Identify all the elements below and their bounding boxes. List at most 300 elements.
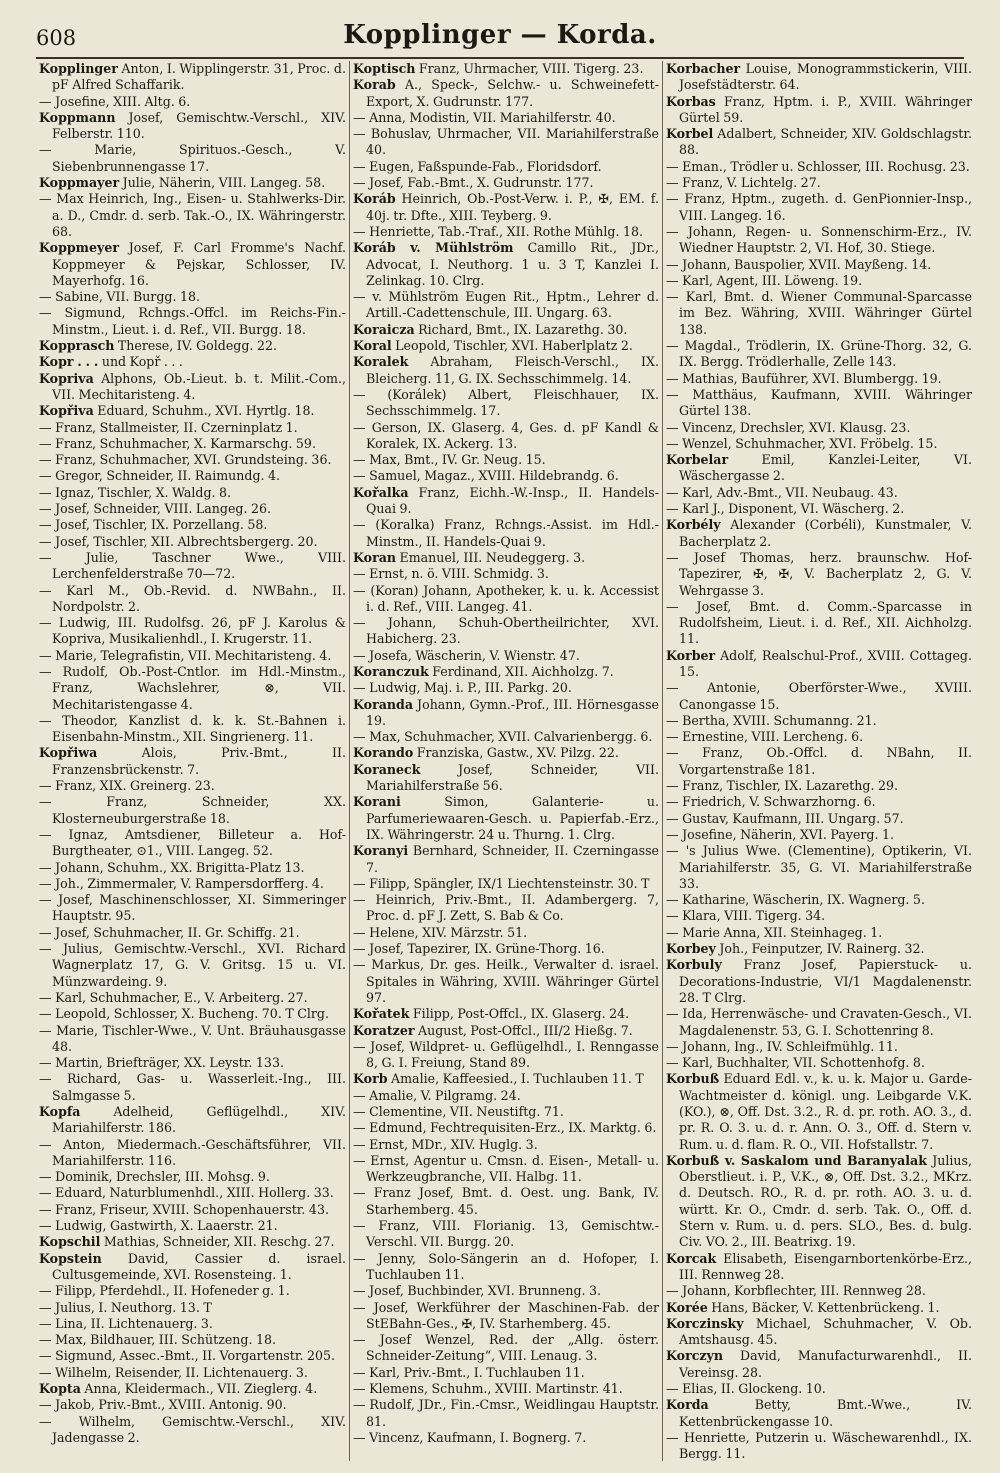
entry-details: — Josef, Werkführer der Maschinen-Fab. der StEBahn-Ges., ✠, IV. Starhemberg. 45. <box>353 1299 659 1331</box>
entry-details: — Henriette, Tab.-Traf., XII. Rothe Mühlg. 18. <box>353 223 644 239</box>
entry-details: — Gregor, Schneider, II. Raimundg. 4. <box>39 468 281 484</box>
entry-details: — Bertha, XVIII. Schumanng. 21. <box>666 712 877 728</box>
entry-surname: Koppmayer <box>39 175 120 191</box>
directory-entry <box>666 191 972 224</box>
entry-surname: Koptisch <box>353 61 416 76</box>
entry-surname: Koráb <box>353 191 396 207</box>
directory-entry <box>39 452 346 468</box>
directory-entry <box>39 1104 346 1137</box>
directory-entry <box>353 420 659 453</box>
entry-details: Adelheid, Geflügelhdl., XIV. Mariahilferstr. 186. <box>52 1104 346 1136</box>
directory-entry <box>353 1283 659 1299</box>
directory-entry <box>39 1202 346 1218</box>
entry-details: — Ludwig, III. Rudolfsg. 26, pF J. Karolus & Kopriva, Musikalienhdl., I. Krugerstr. 11. <box>39 615 346 647</box>
directory-entry <box>353 1381 659 1397</box>
directory-entry <box>666 599 972 648</box>
directory-entry <box>666 729 972 745</box>
directory-entry <box>39 240 346 289</box>
entry-details: Amalie, Kaffeesied., I. Tuchlauben 11. T <box>387 1071 644 1087</box>
directory-entry <box>39 1300 346 1316</box>
directory-entry <box>666 778 972 794</box>
directory-entry <box>39 713 346 746</box>
directory-entry <box>39 371 346 404</box>
entry-details: Eduard, Schuhm., XVI. Hyrtlg. 18. <box>93 403 315 419</box>
directory-entry <box>666 811 972 827</box>
entry-surname: Korber <box>666 647 716 663</box>
entry-surname: Korczinsky <box>666 1315 744 1331</box>
directory-entry <box>39 468 346 484</box>
directory-entry <box>39 1185 346 1201</box>
directory-entry <box>353 1397 659 1430</box>
directory-entry <box>39 1332 346 1348</box>
columns <box>36 61 976 1461</box>
directory-entry <box>353 126 659 159</box>
directory-entry <box>353 1332 659 1365</box>
directory-entry <box>353 77 659 110</box>
entry-surname: Korbuß <box>666 1071 720 1087</box>
entry-details: — Franz, Tischler, IX. Lazarethg. 29. <box>666 778 898 794</box>
directory-entry <box>666 1430 972 1461</box>
entry-details: — Samuel, Magaz., XVIII. Hildebrandg. 6. <box>353 468 619 484</box>
directory-entry <box>39 420 346 436</box>
entry-details: — Vincenz, Kaufmann, I. Bognerg. 7. <box>353 1429 587 1445</box>
entry-details: David, Manufacturwarenhdl., II. Vereinsg. 28. <box>679 1348 972 1380</box>
directory-entry <box>353 338 659 354</box>
directory-entry <box>666 175 972 191</box>
entry-details: — Josef, Maschinenschlosser, XI. Simmeringer Hauptstr. 95. <box>39 892 346 924</box>
directory-entry <box>39 403 346 419</box>
entry-details: — Friedrich, V. Schwarzhorng. 6. <box>666 794 876 810</box>
entry-details: — Max Heinrich, Ing., Eisen- u. Stahlwerks-Dir. a. D., Cmdr. d. serb. Tak.-O., IX. Währingerstr. 68. <box>39 191 346 239</box>
directory-entry <box>353 876 659 892</box>
directory-entry <box>353 925 659 941</box>
entry-details: Eduard Edl. v., k. u. k. Major u. Garde-Wachtmeister d. königl. ung. Leibgarde V.K. (KO.), ⊗, Off. Dst. 3.2., R. d. pr. roth. AO. 3., d. pr. R. O. 3. u. d. r. Ann. O. 3., Off. d. Stern v. Rum. u. d. flam. R. O., VII. Hofstallstr. 7. <box>679 1071 972 1152</box>
entry-surname: Kopfa <box>39 1104 81 1119</box>
entry-surname: Koratzer <box>353 1022 415 1038</box>
entry-surname: Korée <box>666 1299 708 1315</box>
directory-entry <box>353 583 659 616</box>
directory-entry <box>666 941 972 957</box>
entry-details: — Jenny, Solo-Sängerin an d. Hofoper, I. Tuchlauben 11. <box>353 1250 659 1282</box>
directory-entry <box>39 534 346 550</box>
entry-surname: Kopplinger <box>39 61 118 76</box>
entry-details: — Max, Bmt., IV. Gr. Neug. 15. <box>353 452 546 468</box>
entry-details: — (Koran) Johann, Apotheker, k. u. k. Accessist i. d. Ref., VIII. Langeg. 41. <box>353 582 659 614</box>
entry-surname: Korani <box>353 794 401 810</box>
entry-details: — Karl, Buchhalter, VII. Schottenhofg. 8. <box>666 1055 925 1071</box>
entry-details: — Johann, Ing., IV. Schleifmühlg. 11. <box>666 1038 898 1054</box>
directory-entry <box>353 517 659 550</box>
directory-entry <box>353 1088 659 1104</box>
entry-details: Betty, Bmt.-Wwe., IV. Kettenbrückengasse 10. <box>679 1397 972 1429</box>
directory-entry <box>39 354 346 370</box>
entry-details: — Helene, XIV. Märzstr. 51. <box>353 924 528 940</box>
page-title: Kopplinger — Korda. <box>343 20 657 50</box>
entry-details: — Klemens, Schuhm., XVIII. Martinstr. 41. <box>353 1381 623 1397</box>
entry-details: Therese, IV. Goldegg. 22. <box>114 338 277 354</box>
entry-surname: Koranda <box>353 696 413 712</box>
entry-details: Richard, Bmt., IX. Lazarethg. 30. <box>414 321 628 337</box>
entry-surname: Kopřiva <box>39 403 94 419</box>
directory-entry <box>353 452 659 468</box>
entry-details: — Gustav, Kaufmann, III. Ungarg. 57. <box>666 810 904 826</box>
entry-details: Bernhard, Schneider, II. Czerningasse 7. <box>366 843 659 875</box>
entry-details: — Richard, Gas- u. Wasserleit.-Ing., III. Salmgasse 5. <box>39 1071 346 1103</box>
directory-entry <box>666 550 972 599</box>
directory-entry <box>353 468 659 484</box>
directory-entry <box>666 61 972 94</box>
entry-surname: Korbély <box>666 517 721 533</box>
entry-details: — Eman., Trödler u. Schlosser, III. Rochusg. 23. <box>666 158 970 174</box>
entry-surname: Kopstein <box>39 1250 102 1266</box>
entry-details: — Josef, Tischler, IX. Porzellang. 58. <box>39 517 268 533</box>
directory-entry <box>666 289 972 338</box>
directory-entry <box>353 159 659 175</box>
entry-details: — Mathias, Bauführer, XVI. Blumbergg. 19. <box>666 370 942 386</box>
directory-entry <box>666 680 972 713</box>
entry-details: Mathias, Schneider, XII. Reschg. 27. <box>100 1234 335 1250</box>
directory-entry <box>39 1218 346 1234</box>
directory-entry <box>666 501 972 517</box>
entry-details: — Karl, Agent, III. Löweng. 19. <box>666 272 863 288</box>
directory-entry <box>39 550 346 583</box>
entry-details: Abraham, Fleisch-Verschl., IX. Bleicherg. 11, G. IX. Sechsschimmelg. 14. <box>366 354 659 386</box>
directory-entry <box>39 1234 346 1250</box>
entry-details: — Johann, Korbflechter, III. Rennweg 28. <box>666 1283 926 1299</box>
entry-details: Hans, Bäcker, V. Kettenbrückeng. 1. <box>707 1299 940 1315</box>
directory-entry <box>39 1071 346 1104</box>
entry-details: August, Post-Offcl., III/2 Hießg. 7. <box>414 1022 633 1038</box>
entry-details: — Matthäus, Kaufmann, XVIII. Währinger Gürtel 138. <box>666 386 972 419</box>
directory-entry <box>39 1414 346 1447</box>
entry-details: — Marie, Telegrafistin, VII. Mechitaristeng. 4. <box>39 647 332 663</box>
entry-details: Emil, Kanzlei-Leiter, VI. Wäschergasse 2. <box>679 452 972 484</box>
entry-details: — Johann, Bauspolier, XVII. Mayßeng. 14. <box>666 256 932 272</box>
entry-details: — Filipp, Pferdehdl., II. Hofeneder g. 1. <box>39 1283 290 1299</box>
entry-details: Franziska, Gastw., XV. Pilzg. 22. <box>413 745 619 761</box>
directory-entry <box>666 925 972 941</box>
directory-entry <box>39 794 346 827</box>
directory-entry <box>39 892 346 925</box>
directory-entry <box>39 1006 346 1022</box>
entry-details: Anton, I. Wipplingerstr. 31, Proc. d. pF Alfred Schaffarik. <box>52 61 346 93</box>
directory-entry <box>666 452 972 485</box>
directory-entry <box>666 371 972 387</box>
entry-details: — Ignaz, Tischler, X. Waldg. 8. <box>39 484 232 500</box>
entry-surname: Korbacher <box>666 61 741 76</box>
entry-details: — Ludwig, Maj. i. P., III. Parkg. 20. <box>353 680 572 696</box>
entry-details: — Franz, XIX. Greinerg. 23. <box>39 778 215 794</box>
directory-entry <box>353 1365 659 1381</box>
entry-surname: Koran <box>353 549 397 565</box>
entry-details: — Eugen, Faßspunde-Fab., Floridsdorf. <box>353 158 602 174</box>
directory-entry <box>353 550 659 566</box>
entry-details: — Franz, Schuhmacher, X. Karmarschg. 59. <box>39 435 316 451</box>
directory-entry <box>353 240 659 289</box>
entry-details: — Marie, Spirituos.-Gesch., V. Siebenbrunnengasse 17. <box>39 142 346 174</box>
directory-entry <box>353 61 659 77</box>
directory-entry <box>353 697 659 730</box>
directory-entry <box>353 1023 659 1039</box>
entry-details: — Josef, Tapezirer, IX. Grüne-Thorg. 16. <box>353 941 605 957</box>
entry-surname: Korda <box>666 1397 709 1413</box>
directory-entry <box>666 436 972 452</box>
directory-entry <box>666 794 972 810</box>
directory-entry <box>353 762 659 795</box>
directory-entry <box>353 354 659 387</box>
directory-entry <box>353 648 659 664</box>
directory-entry <box>39 110 346 143</box>
directory-entry <box>39 1397 346 1413</box>
entry-details: — Josef, Schneider, VIII. Langeg. 26. <box>39 501 272 517</box>
entry-surname: Kopta <box>39 1381 81 1397</box>
entry-details: — (Korálek) Albert, Fleischhauer, IX. Sechsschimmelg. 17. <box>353 386 659 419</box>
directory-entry <box>39 925 346 941</box>
entry-details: Elisabeth, Eisengarnbortenkörbe-Erz., III. Rennweg 28. <box>679 1250 972 1282</box>
entry-details: — Ernst, Agentur u. Cmsn. d. Eisen-, Metall- u. Werkzeugbranche, VII. Halbg. 11. <box>353 1152 659 1185</box>
entry-details: und Kopř . . . <box>98 354 183 370</box>
entry-details: — Julius, Gemischtw.-Verschl., XVI. Richard Wagnerplatz 17, G. V. Gritsg. 15 u. VI. Münzwardeing. 9. <box>39 941 346 989</box>
entry-details: Adalbert, Schneider, XIV. Goldschlagstr. 88. <box>679 126 972 158</box>
directory-entry <box>666 485 972 501</box>
directory-entry <box>666 517 972 550</box>
entry-details: — 's Julius Wwe. (Clementine), Optikerin, VI. Mariahilferstr. 35, G. VI. Mariahilferstraße 33. <box>666 843 972 891</box>
header-rule <box>36 57 964 59</box>
directory-entry <box>666 420 972 436</box>
entry-details: Alphons, Ob.-Lieut. b. t. Milit.-Com., VII. Mechitaristeng. 4. <box>52 370 346 402</box>
directory-entry <box>39 1169 346 1185</box>
directory-entry <box>353 175 659 191</box>
entry-details: — Franz, Ob.-Offcl. d. NBahn, II. Vorgartenstraße 181. <box>666 745 972 777</box>
entry-details: — Antonie, Oberförster-Wwe., XVIII. Canongasse 15. <box>666 680 972 712</box>
entry-details: — Josef, Buchbinder, XVI. Brunneng. 3. <box>353 1283 602 1299</box>
entry-details: — Franz Josef, Bmt. d. Oest. ung. Bank, IV. Starhemberg. 45. <box>353 1185 659 1217</box>
directory-entry <box>666 1153 972 1251</box>
page-number: 608 <box>36 26 77 50</box>
entry-surname: Korbey <box>666 941 716 957</box>
entry-details: — Ludwig, Gastwirth, X. Laaerstr. 21. <box>39 1218 278 1234</box>
entry-details: — Franz, Schneider, XX. Klosterneuburgerstraße 18. <box>39 794 346 826</box>
entry-details: — Theodor, Kanzlist d. k. k. St.-Bahnen i. Eisenbahn-Minstm., XII. Singrienerg. 11. <box>39 712 346 745</box>
entry-details: — Julius, I. Neuthorg. 13. T <box>39 1299 212 1315</box>
directory-entry <box>353 794 659 843</box>
directory-entry <box>39 305 346 338</box>
entry-details: — Franz, Schuhmacher, XVI. Grundsteing. 36. <box>39 452 332 468</box>
entry-details: — Josef, Fab.-Bmt., X. Gudrunstr. 177. <box>353 175 594 191</box>
entry-surname: Korbuß v. Saskalom und Baranyalak <box>666 1152 927 1168</box>
entry-details: — Amalie, V. Pilgramg. 24. <box>353 1087 521 1103</box>
entry-details: Julie, Näherin, VIII. Langeg. 58. <box>119 175 326 191</box>
directory-entry <box>39 1023 346 1056</box>
entry-surname: Korbuly <box>666 957 722 973</box>
entry-details: — Anna, Modistin, VII. Mariahilferstr. 40. <box>353 109 616 125</box>
entry-details: — Gerson, IX. Glaserg. 4, Ges. d. pF Kandl & Koralek, IX. Ackerg. 13. <box>353 419 659 451</box>
directory-entry <box>666 257 972 273</box>
directory-entry <box>353 1430 659 1446</box>
directory-entry <box>39 61 346 94</box>
directory-entry <box>39 1137 346 1170</box>
directory-entry <box>666 892 972 908</box>
entry-details: — Julie, Taschner Wwe., VIII. Lerchenfelderstraße 70—72. <box>39 549 346 582</box>
directory-entry <box>353 289 659 322</box>
entry-details: — Elias, II. Glockeng. 10. <box>666 1381 826 1397</box>
entry-details: Michael, Schuhmacher, V. Ob. Amtshausg. 45. <box>679 1315 972 1348</box>
entry-details: Louise, Monogrammstickerin, VIII. Josefstädterstr. 64. <box>679 61 972 93</box>
entry-details: — Josef, Bmt. d. Comm.-Sparcasse in Rudolfsheim, Lieut. i. d. Ref., XII. Aichholzg. 11. <box>666 598 972 647</box>
directory-entry <box>666 159 972 175</box>
entry-details: Franz Josef, Papierstuck- u. Decorations-Industrie, VI/1 Magdalenenstr. 28. T Clrg. <box>679 957 972 1005</box>
entry-details: — Josef, Tischler, XII. Albrechtsbergerg. 20. <box>39 533 318 549</box>
entry-details: — Anton, Miedermach.-Geschäftsführer, VII. Mariahilferstr. 116. <box>39 1136 346 1168</box>
directory-entry <box>353 1071 659 1087</box>
directory-entry <box>353 1185 659 1218</box>
entry-details: Johann, Gymn.-Prof., III. Hörnesgasse 19. <box>366 696 659 728</box>
entry-details: — Klara, VIII. Tigerg. 34. <box>666 908 826 924</box>
directory-entry <box>353 1153 659 1186</box>
directory-entry <box>39 94 346 110</box>
directory-entry <box>39 583 346 616</box>
entry-details: — Karl M., Ob.-Revid. d. NWBahn., II. Nordpolstr. 2. <box>39 582 346 614</box>
directory-entry <box>39 485 346 501</box>
entry-details: — Ernst, MDr., XIV. Huglg. 3. <box>353 1136 538 1152</box>
entry-details: — Johann, Schuh-Obertheilrichter, XVI. Habicherg. 23. <box>353 615 659 647</box>
entry-details: Julius, Oberstlieut. i. P., V.K., ⊗, Off. Dst. 3.2., MKrz. d. Deutsch. RO., R. d. pr. roth. AO. 3. u. d. württ. Kr. O., Cmdr. d. serb. Tak. O., Off. d. Stern v. Rum. u. d. pers. SLO., Bes. d. bulg. Civ. VO. 2., III. Beatrixg. 19. <box>679 1152 972 1250</box>
entry-details: — Joh., Zimmermaler, V. Rampersdorfferg. 4. <box>39 875 324 891</box>
entry-surname: Koppmeyer <box>39 240 119 256</box>
entry-surname: Korbel <box>666 126 714 142</box>
directory-entry <box>353 191 659 224</box>
entry-details: — Sigmund, Rchngs.-Offcl. im Reichs-Fin.-Minstm., Lieut. i. d. Ref., VII. Burgg. 18. <box>39 305 346 337</box>
entry-details: — Heinrich, Priv.-Bmt., II. Adambergerg. 7, Proc. d. pF J. Zett, S. Bab & Co. <box>353 892 659 924</box>
entry-details: Franz, Uhrmacher, VIII. Tigerg. 23. <box>415 61 644 76</box>
directory-entry <box>353 1218 659 1251</box>
entry-surname: Korbelar <box>666 452 729 468</box>
entry-surname: Koppmann <box>39 109 116 125</box>
entry-surname: Korczyn <box>666 1348 723 1364</box>
entry-details: — Josefine, XIII. Altg. 6. <box>39 93 191 109</box>
entry-details: Josef, Gemischtw.-Verschl., XIV. Felberstr. 110. <box>52 109 346 142</box>
entry-details: — Ernst, n. ö. VIII. Schmidg. 3. <box>353 566 549 582</box>
entry-details: — Johann, Schuhm., XX. Brigitta-Platz 13. <box>39 859 305 875</box>
entry-surname: Koranczuk <box>353 663 429 679</box>
directory-entry <box>39 778 346 794</box>
entry-details: A., Speck-, Selchw.- u. Schweinefett-Export, X. Gudrunstr. 177. <box>366 77 659 109</box>
directory-entry <box>666 1006 972 1039</box>
directory-entry <box>666 1055 972 1071</box>
entry-details: — Katharine, Wäscherin, IX. Wagnerg. 5. <box>666 892 925 908</box>
directory-entry <box>353 615 659 648</box>
entry-details: Alexander (Corbéli), Kunstmaler, V. Bacherplatz 2. <box>679 517 972 549</box>
directory-entry <box>39 1316 346 1332</box>
entry-details: — Clementine, VII. Neustiftg. 71. <box>353 1104 564 1119</box>
entry-surname: Kořatek <box>353 1006 410 1022</box>
entry-details: — Franz, Hptm., zugeth. d. GenPionnier-Insp., VIII. Langeg. 16. <box>666 191 972 223</box>
directory-entry <box>353 729 659 745</box>
directory-entry <box>666 957 972 1006</box>
entry-details: — Markus, Dr. ges. Heilk., Verwalter d. israel. Spitales in Währing, XVIII. Währinger Gürtel 97. <box>353 957 659 1005</box>
entry-details: — Ernestine, VIII. Lercheng. 6. <box>666 729 864 745</box>
entry-details: — Marie, Tischler-Wwe., V. Unt. Bräuhausgasse 48. <box>39 1022 346 1054</box>
directory-entry <box>353 1137 659 1153</box>
entry-details: Anna, Kleidermach., VII. Zieglerg. 4. <box>80 1381 318 1397</box>
entry-details: — Vincenz, Drechsler, XVI. Klausg. 23. <box>666 419 911 435</box>
directory-entry <box>39 289 346 305</box>
directory-entry <box>353 941 659 957</box>
directory-entry <box>39 990 346 1006</box>
entry-details: Ferdinand, XII. Aichholzg. 7. <box>428 663 614 679</box>
directory-entry <box>666 1381 972 1397</box>
entry-details: — Karl, Schuhmacher, E., V. Arbeiterg. 27. <box>39 989 308 1005</box>
directory-entry <box>666 648 972 681</box>
directory-entry <box>666 338 972 371</box>
entry-details: — Karl J., Disponent, VI. Wäscherg. 2. <box>666 501 905 517</box>
entry-details: — Dominik, Drechsler, III. Mohsg. 9. <box>39 1169 270 1185</box>
directory-entry <box>39 142 346 175</box>
directory-entry <box>353 485 659 518</box>
entry-details: — Karl, Bmt. d. Wiener Communal-Sparcasse im Bez. Währing, XVIII. Währinger Gürtel 138. <box>666 289 972 337</box>
entry-details: Alois, Priv.-Bmt., II. Franzensbrückenstr. 7. <box>52 745 346 777</box>
directory-entry <box>353 843 659 876</box>
directory-entry <box>353 957 659 1006</box>
directory-entry <box>666 1397 972 1430</box>
entry-details: — Josef Wenzel, Red. der „Allg. österr. Schneider-Zeitung“, VIII. Lenaug. 3. <box>353 1332 659 1364</box>
entry-details: — Franz, Friseur, XVIII. Schopenhauerstr. 43. <box>39 1201 329 1217</box>
entry-details: — Sabine, VII. Burgg. 18. <box>39 289 200 305</box>
directory-entry <box>39 860 346 876</box>
entry-surname: Korando <box>353 745 414 761</box>
entry-details: Franz, Eichh.-W.-Insp., II. Handels-Quai 9. <box>366 484 659 517</box>
entry-details: — Josefine, Näherin, XVI. Payerg. 1. <box>666 826 894 842</box>
entry-details: — Magdal., Trödlerin, IX. Grüne-Thorg. 32, G. IX. Bergg. Trödlerhalle, Zelle 143. <box>666 338 972 370</box>
directory-entry <box>666 713 972 729</box>
entry-details: — Henriette, Putzerin u. Wäschewarenhdl., IX. Bergg. 11. <box>666 1429 972 1461</box>
entry-details: — Wenzel, Schuhmacher, XVI. Fröbelg. 15. <box>666 435 938 451</box>
entry-details: — Bohuslav, Uhrmacher, VII. Mariahilferstraße 40. <box>353 126 659 158</box>
entry-details: Franz, Hptm. i. P., XVIII. Währinger Gürtel 59. <box>679 93 972 125</box>
directory-entry <box>666 1251 972 1284</box>
entry-details: Josef, F. Carl Fromme's Nachf. Koppmeyer & Pejskar, Schlosser, IV. Mayerhofg. 16. <box>52 240 346 288</box>
directory-entry <box>39 1251 346 1284</box>
directory-entry <box>666 1316 972 1349</box>
directory-entry <box>666 1071 972 1152</box>
directory-entry <box>666 843 972 892</box>
column-1 <box>36 61 349 1461</box>
entry-surname: Koraneck <box>353 761 421 777</box>
directory-entry <box>666 745 972 778</box>
page-header <box>36 12 964 52</box>
entry-details: — Marie Anna, XII. Steinhageg. 1. <box>666 924 883 940</box>
entry-details: — Franz, V. Lichtelg. 27. <box>666 175 821 191</box>
directory-entry <box>353 387 659 420</box>
entry-surname: Kopriva <box>39 370 94 386</box>
directory-entry <box>353 1120 659 1136</box>
entry-details: — Jakob, Priv.-Bmt., XVIII. Antonig. 90. <box>39 1397 287 1413</box>
directory-entry <box>353 224 659 240</box>
entry-details: — Karl, Priv.-Bmt., I. Tuchlauben 11. <box>353 1364 585 1380</box>
directory-entry <box>39 1283 346 1299</box>
directory-entry <box>353 680 659 696</box>
directory-entry <box>39 615 346 648</box>
directory-entry <box>39 338 346 354</box>
directory-entry <box>353 664 659 680</box>
directory-entry <box>39 517 346 533</box>
entry-details: — Rudolf, Ob.-Post-Cntlor. im Hdl.-Minstm., Franz, Wachslehrer, ⊗, VII. Mechitaristengasse 4. <box>39 663 346 712</box>
entry-details: Simon, Galanterie- u. Parfumeriewaaren-Gesch. u. Papierfab.-Erz., IX. Währingerstr. 24 u. Thurng. 1. Clrg. <box>366 794 659 842</box>
directory-entry <box>666 1300 972 1316</box>
entry-details: Leopold, Tischler, XVI. Haberlplatz 2. <box>391 338 633 354</box>
directory-entry <box>39 941 346 990</box>
entry-surname: Kopschil <box>39 1234 101 1250</box>
